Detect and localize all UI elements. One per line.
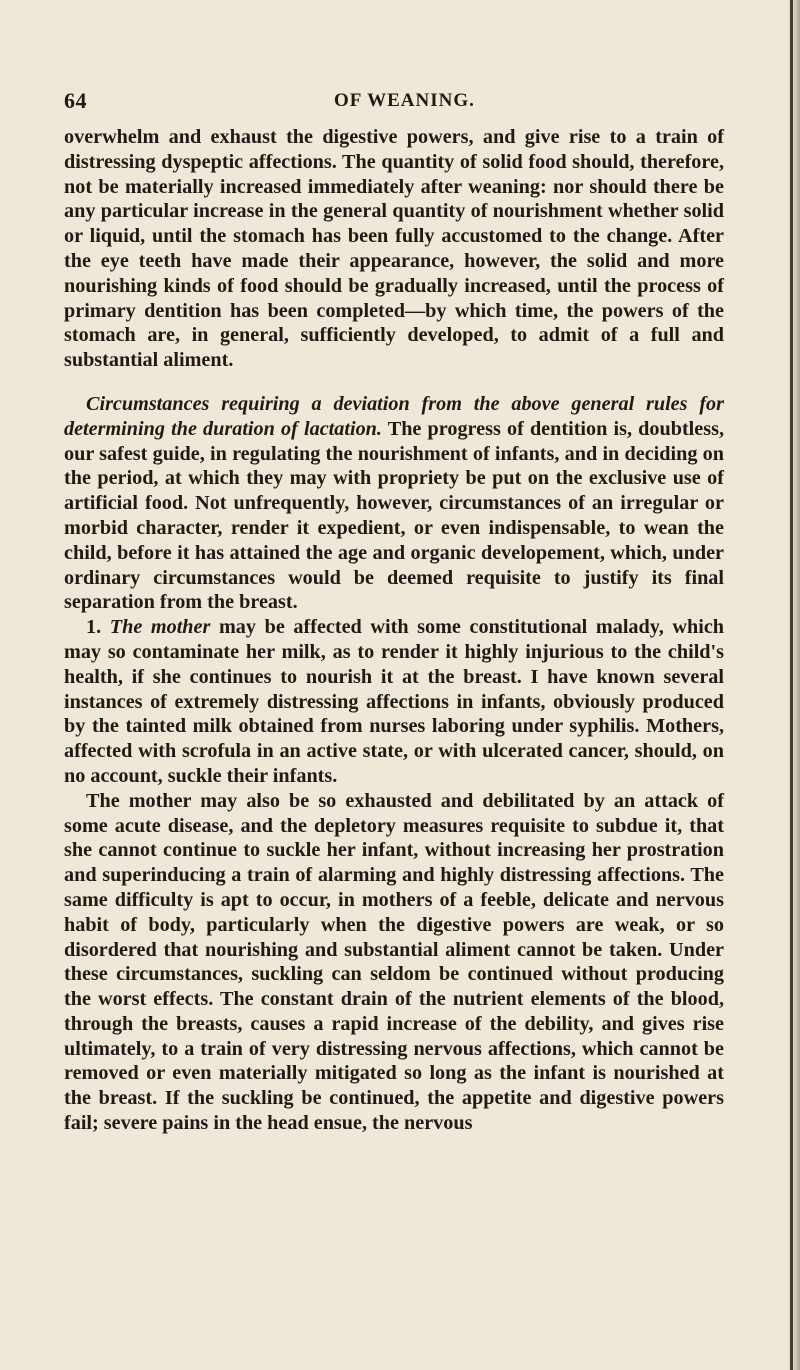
page-edge-shadow <box>786 0 800 1370</box>
page-edge-line <box>790 0 793 1370</box>
body-text <box>64 125 724 1136</box>
running-head: OF WEANING. <box>334 90 475 111</box>
paragraph-4: The mother may also be so exhausted and debilitated by an attack of some acute disease, and the depletory measures requisite to subdue it, that she cannot continue to suckle her infant, without increasing her prostration and superinducing a train of alarming and highly distressing affections. The same difficulty is apt to occur, in mothers of a feeble, delicate and nervous habit of body, particularly when the digestive powers are weak, or so disordered that nourishing and substantial aliment cannot be taken. Under these circumstances, suckling can seldom be continued without producing the worst effects. The constant drain of the nutrient elements of the blood, through the breasts, causes a rapid increase of the debility, and gives rise ultimately, to a train of very distressing nervous affections, which cannot be removed or even materially mitigated so long as the infant is nourished at the breast. If the suckling be continued, the appetite and digestive powers fail; severe pains in the head ensue, the nervous <box>64 789 724 1135</box>
section-heading-italic: Circumstances requiring a deviation from the above general rules for determining the duration of lactation. <box>64 392 724 440</box>
paragraph-2 <box>64 392 724 615</box>
paragraph-3-text: may be affected with some constitutional malady, which may so contaminate her milk, as to render it highly injurious to the child's health, if she continues to nourish it at the breast. I have known several instances of extremely distressing affections in infants, obviously produced by the tainted milk obtained from nurses laboring under syphilis. Mothers, affected with scrofula in an active state, or with ulcerated cancer, should, on no account, suckle their infants. <box>64 616 725 787</box>
paragraph-3-italic: The mother <box>109 616 211 639</box>
paragraph-1: overwhelm and exhaust the digestive powers, and give rise to a train of distressing dyspeptic affections. The quantity of solid food should, therefore, not be materially increased immediately after weaning: nor should there be any particular increase in the general quantity of nourishment whether solid or liquid, until the stomach has been fully accustomed to the change. After the eye teeth have made their appearance, however, the solid and more nourishing kinds of food should be gradually increased, until the process of primary dentition has been completed—by which time, the powers of the stomach are, in general, sufficiently developed, to admit of a full and substantial aliment. <box>64 126 724 372</box>
page-header <box>64 88 720 118</box>
paragraph-2-text: The progress of dentition is, doubtless, our safest guide, in regulating the nourishment of infants, and in deciding on the period, at which they may with propriety be put on the exclusive use of artificial food. Not unfrequently, however, circumstances of an irregular or morbid character, render it expedient, or even indispensable, to wean the child, before it has attained the age and organic developement, which, under ordinary circumstances would be deemed requisite to justify its final separation from the breast. <box>64 417 724 614</box>
paragraph-3 <box>64 615 724 789</box>
paragraph-3-number: 1. <box>86 616 110 639</box>
page-number: 64 <box>64 88 87 113</box>
